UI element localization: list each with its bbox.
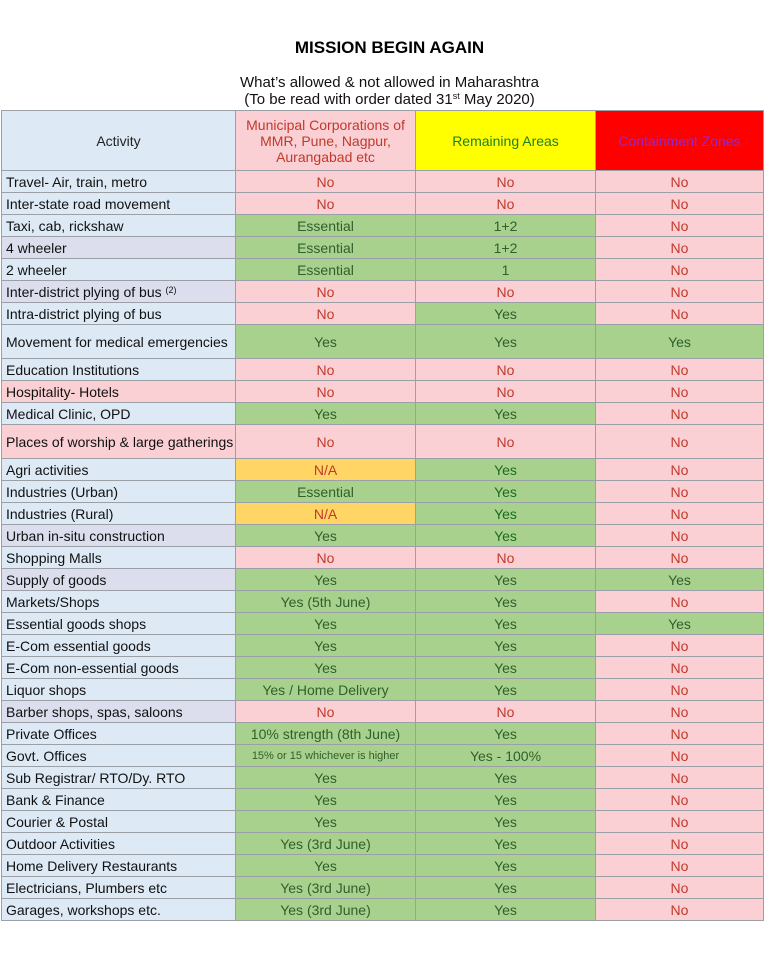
mmr-status-cell: Yes — [236, 403, 416, 425]
table-row — [2, 381, 764, 403]
remaining-status-cell: Yes — [416, 789, 596, 811]
table-row — [2, 855, 764, 877]
remaining-status-cell: Yes — [416, 723, 596, 745]
remaining-status-cell: Yes — [416, 899, 596, 921]
activity-cell: Education Institutions — [2, 359, 236, 381]
mmr-status-cell: Yes — [236, 525, 416, 547]
containment-status-cell: No — [596, 767, 764, 789]
activity-cell: E-Com non-essential goods — [2, 657, 236, 679]
activity-cell: Shopping Malls — [2, 547, 236, 569]
mmr-status-cell: Essential — [236, 259, 416, 281]
activity-cell: Outdoor Activities — [2, 833, 236, 855]
header-activity: Activity — [2, 111, 236, 171]
mmr-status-cell: No — [236, 359, 416, 381]
mmr-status-cell: No — [236, 171, 416, 193]
containment-status-cell: No — [596, 359, 764, 381]
table-row — [2, 281, 764, 303]
table-row — [2, 403, 764, 425]
mmr-status-cell: Yes / Home Delivery — [236, 679, 416, 701]
containment-status-cell: No — [596, 657, 764, 679]
mmr-status-cell: Yes — [236, 613, 416, 635]
activity-cell: Hospitality- Hotels — [2, 381, 236, 403]
activity-cell: Inter-district plying of bus $^{(2)}$ — [2, 281, 236, 303]
activity-cell: Places of worship & large gatherings — [2, 425, 236, 459]
activity-cell: 2 wheeler — [2, 259, 236, 281]
mmr-status-cell: 15% or 15 whichever is higher — [236, 745, 416, 767]
containment-status-cell: No — [596, 237, 764, 259]
table-row — [2, 481, 764, 503]
activity-cell: Industries (Rural) — [2, 503, 236, 525]
containment-status-cell: No — [596, 723, 764, 745]
containment-status-cell: Yes — [596, 325, 764, 359]
table-row — [2, 701, 764, 723]
remaining-status-cell: Yes — [416, 635, 596, 657]
containment-status-cell: No — [596, 877, 764, 899]
remaining-status-cell: Yes — [416, 525, 596, 547]
table-row — [2, 767, 764, 789]
remaining-status-cell: Yes — [416, 303, 596, 325]
mmr-status-cell: No — [236, 425, 416, 459]
remaining-status-cell: 1+2 — [416, 215, 596, 237]
activity-cell: Barber shops, spas, saloons — [2, 701, 236, 723]
table-row — [2, 425, 764, 459]
remaining-status-cell: Yes — [416, 459, 596, 481]
containment-status-cell: No — [596, 679, 764, 701]
table-row — [2, 569, 764, 591]
table-row — [2, 613, 764, 635]
activity-cell: Supply of goods — [2, 569, 236, 591]
containment-status-cell: Yes — [596, 613, 764, 635]
header-municipal-corporations: Municipal Corporations of MMR, Pune, Nagpur, Aurangabad etc — [236, 111, 416, 171]
table-row — [2, 723, 764, 745]
remaining-status-cell: Yes — [416, 403, 596, 425]
remaining-status-cell: No — [416, 281, 596, 303]
table-row — [2, 215, 764, 237]
containment-status-cell: No — [596, 789, 764, 811]
containment-status-cell: No — [596, 745, 764, 767]
activity-cell: Agri activities — [2, 459, 236, 481]
mmr-status-cell: Yes (3rd June) — [236, 833, 416, 855]
remaining-status-cell: Yes — [416, 855, 596, 877]
remaining-status-cell: 1 — [416, 259, 596, 281]
activity-cell: Govt. Offices — [2, 745, 236, 767]
activity-cell: Private Offices — [2, 723, 236, 745]
containment-status-cell: No — [596, 811, 764, 833]
activity-cell: Intra-district plying of bus — [2, 303, 236, 325]
mmr-status-cell: No — [236, 701, 416, 723]
mmr-status-cell: Essential — [236, 215, 416, 237]
remaining-status-cell: Yes — [416, 613, 596, 635]
containment-status-cell: No — [596, 833, 764, 855]
containment-status-cell: No — [596, 503, 764, 525]
table-row — [2, 259, 764, 281]
containment-status-cell: No — [596, 481, 764, 503]
activity-cell: 4 wheeler — [2, 237, 236, 259]
mmr-status-cell: No — [236, 381, 416, 403]
containment-status-cell: No — [596, 193, 764, 215]
mmr-status-cell: 10% strength (8th June) — [236, 723, 416, 745]
activity-cell: Medical Clinic, OPD — [2, 403, 236, 425]
subtitle-line-2: (To be read with order dated 31st May 2020) — [244, 91, 535, 108]
page-title: MISSION BEGIN AGAIN — [294, 38, 485, 57]
containment-status-cell: No — [596, 425, 764, 459]
mmr-status-cell: N/A — [236, 503, 416, 525]
mmr-status-cell: No — [236, 193, 416, 215]
containment-status-cell: No — [596, 171, 764, 193]
table-row — [2, 359, 764, 381]
containment-status-cell: No — [596, 701, 764, 723]
remaining-status-cell: No — [416, 381, 596, 403]
subtitle-line-1: What’s allowed & not allowed in Maharashtra — [239, 74, 540, 91]
remaining-status-cell: Yes — [416, 591, 596, 613]
table-row — [2, 789, 764, 811]
containment-status-cell: No — [596, 547, 764, 569]
table-row — [2, 811, 764, 833]
activity-cell: Bank & Finance — [2, 789, 236, 811]
mmr-status-cell: Essential — [236, 237, 416, 259]
table-row — [2, 833, 764, 855]
table-row — [2, 525, 764, 547]
table-row — [2, 591, 764, 613]
header-containment-zones: Containment Zones — [596, 111, 764, 171]
remaining-status-cell: Yes — [416, 833, 596, 855]
table-row — [2, 171, 764, 193]
remaining-status-cell: Yes — [416, 877, 596, 899]
table-header-row — [2, 111, 764, 171]
containment-status-cell: No — [596, 281, 764, 303]
mmr-status-cell: N/A — [236, 459, 416, 481]
activity-cell: Travel- Air, train, metro — [2, 171, 236, 193]
table-row — [2, 237, 764, 259]
remaining-status-cell: No — [416, 425, 596, 459]
activity-cell: Essential goods shops — [2, 613, 236, 635]
containment-status-cell: No — [596, 855, 764, 877]
activity-cell: Home Delivery Restaurants — [2, 855, 236, 877]
containment-status-cell: No — [596, 381, 764, 403]
remaining-status-cell: Yes — [416, 767, 596, 789]
activity-cell: Sub Registrar/ RTO/Dy. RTO — [2, 767, 236, 789]
mmr-status-cell: Yes (5th June) — [236, 591, 416, 613]
mmr-status-cell: Essential — [236, 481, 416, 503]
remaining-status-cell: Yes - 100% — [416, 745, 596, 767]
page-subtitle — [0, 74, 779, 108]
remaining-status-cell: Yes — [416, 657, 596, 679]
containment-status-cell: No — [596, 525, 764, 547]
mmr-status-cell: Yes (3rd June) — [236, 899, 416, 921]
table-row — [2, 745, 764, 767]
table-body — [2, 171, 764, 921]
remaining-status-cell: Yes — [416, 569, 596, 591]
containment-status-cell: No — [596, 215, 764, 237]
containment-status-cell: No — [596, 459, 764, 481]
table-row — [2, 303, 764, 325]
mmr-status-cell: Yes — [236, 811, 416, 833]
mmr-status-cell: Yes — [236, 569, 416, 591]
remaining-status-cell: Yes — [416, 325, 596, 359]
activity-cell: E-Com essential goods — [2, 635, 236, 657]
activity-cell: Inter-state road movement — [2, 193, 236, 215]
activity-cell: Markets/Shops — [2, 591, 236, 613]
table-row — [2, 635, 764, 657]
remaining-status-cell: 1+2 — [416, 237, 596, 259]
remaining-status-cell: Yes — [416, 503, 596, 525]
mmr-status-cell: Yes — [236, 789, 416, 811]
remaining-status-cell: No — [416, 359, 596, 381]
mmr-status-cell: Yes — [236, 767, 416, 789]
containment-status-cell: Yes — [596, 569, 764, 591]
table-row — [2, 679, 764, 701]
table-row — [2, 325, 764, 359]
table-row — [2, 503, 764, 525]
mmr-status-cell: Yes — [236, 325, 416, 359]
containment-status-cell: No — [596, 403, 764, 425]
activity-cell: Liquor shops — [2, 679, 236, 701]
rules-table — [1, 110, 764, 921]
containment-status-cell: No — [596, 259, 764, 281]
containment-status-cell: No — [596, 635, 764, 657]
activity-cell: Courier & Postal — [2, 811, 236, 833]
table-row — [2, 657, 764, 679]
table-row — [2, 547, 764, 569]
mmr-status-cell: Yes — [236, 657, 416, 679]
remaining-status-cell: No — [416, 547, 596, 569]
mmr-status-cell: Yes — [236, 635, 416, 657]
containment-status-cell: No — [596, 591, 764, 613]
remaining-status-cell: Yes — [416, 811, 596, 833]
mmr-status-cell: No — [236, 547, 416, 569]
containment-status-cell: No — [596, 303, 764, 325]
activity-cell: Taxi, cab, rickshaw — [2, 215, 236, 237]
activity-cell: Movement for medical emergencies — [2, 325, 236, 359]
remaining-status-cell: No — [416, 701, 596, 723]
table-row — [2, 877, 764, 899]
mmr-status-cell: Yes — [236, 855, 416, 877]
table-row — [2, 899, 764, 921]
header-remaining-areas: Remaining Areas — [416, 111, 596, 171]
table-row — [2, 193, 764, 215]
activity-cell: Electricians, Plumbers etc — [2, 877, 236, 899]
remaining-status-cell: No — [416, 171, 596, 193]
mmr-status-cell: No — [236, 281, 416, 303]
remaining-status-cell: Yes — [416, 679, 596, 701]
activity-cell: Industries (Urban) — [2, 481, 236, 503]
activity-cell: Urban in-situ construction — [2, 525, 236, 547]
activity-cell: Garages, workshops etc. — [2, 899, 236, 921]
mmr-status-cell: No — [236, 303, 416, 325]
mmr-status-cell: Yes (3rd June) — [236, 877, 416, 899]
remaining-status-cell: No — [416, 193, 596, 215]
remaining-status-cell: Yes — [416, 481, 596, 503]
table-row — [2, 459, 764, 481]
containment-status-cell: No — [596, 899, 764, 921]
